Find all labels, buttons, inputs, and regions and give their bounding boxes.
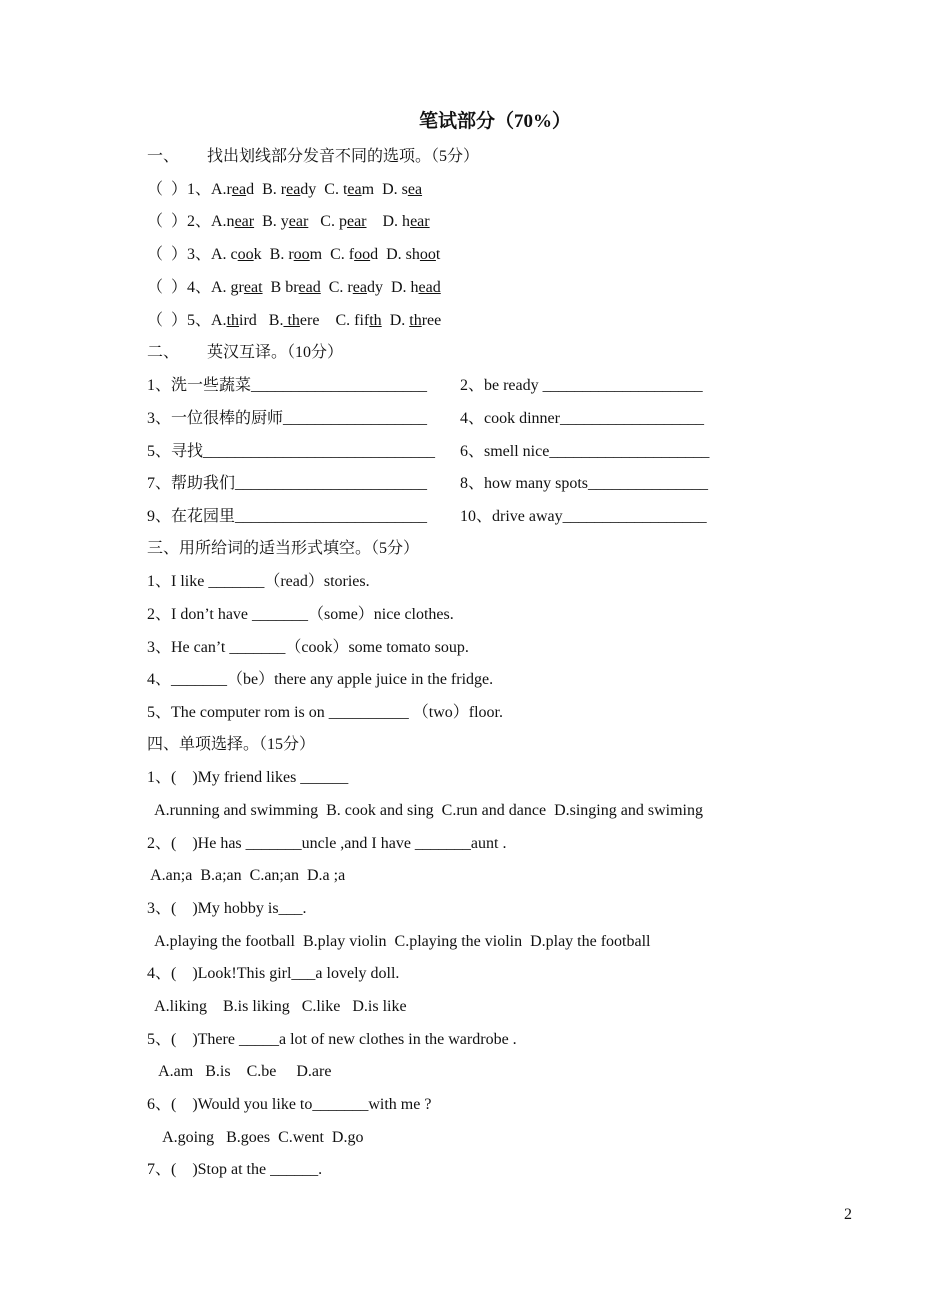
question-text: dy D. h [366,279,419,296]
question-text: （ ）1、A.r [147,181,232,198]
underlined-sound: ea [347,181,362,198]
choice-options: A.an;a B.a;an C.an;an D.a ;a [147,867,346,884]
choice-question: 2、( )He has _______uncle ,and I have _______aunt . [147,835,507,852]
question-text: （ ）4、A. gr [147,279,244,296]
underlined-sound: ear [234,213,255,230]
choice-question: 6、( )Would you like to_______with me ? [147,1096,432,1113]
underlined-sound: oo [237,246,254,263]
translation-item: 1、洗一些蔬菜______________________ [147,377,428,394]
section-1-question [147,180,422,200]
choice-question: 4、( )Look!This girl___a lovely doll. [147,965,400,982]
translation-item: 10、drive away__________________ [460,508,707,525]
question-text: （ ）3、A. c [147,246,238,263]
question-text: （ ）2、A.n [147,213,235,230]
translation-item: 2、be ready ____________________ [460,377,703,394]
question-text: t [435,246,441,263]
question-text: d B. r [246,181,287,198]
choice-question: 7、( )Stop at the ______. [147,1161,323,1178]
choice-options: A.liking B.is liking C.like D.is like [147,998,407,1015]
fill-in-question: 2、I don’t have _______（some）nice clothes. [147,606,454,623]
question-text: C. r [320,279,353,296]
underlined-sound: ead [298,279,321,296]
underlined-sound: ead [418,279,441,296]
question-text: d D. sh [370,246,420,263]
underlined-sound: ear [410,213,430,230]
underlined-sound: ear [288,213,309,230]
translation-item: 8、how many spots_______________ [460,475,709,492]
choice-options: A.going B.goes C.went D.go [147,1129,364,1146]
translation-item: 9、在花园里________________________ [147,508,428,525]
choice-question: 5、( )There _____a lot of new clothes in the wardrobe . [147,1031,517,1048]
section-3-heading: 三、用所给词的适当形式填空。（5分） [147,540,420,557]
page-title: 笔试部分（70%） [418,111,571,132]
underlined-sound: ear [346,213,367,230]
underlined-sound: th [283,312,300,329]
underlined-sound: ea [231,181,247,198]
question-text: m C. f [309,246,355,263]
translation-item: 4、cook dinner__________________ [460,410,704,427]
underlined-sound: ea [286,181,301,198]
choice-options: A.running and swimming B. cook and sing C.run and dance D.singing and swiming [147,802,703,819]
question-text: B br [262,279,299,296]
question-text: （ ）5、A. [147,312,227,329]
section-1-question [147,212,430,232]
section-2-heading: 二、 英汉互译。（10分） [147,344,344,361]
question-text: k B. r [253,246,294,263]
translation-item: 6、smell nice____________________ [460,443,710,460]
underlined-sound: th [226,312,240,329]
fill-in-question: 1、I like _______（read）stories. [147,573,370,590]
underlined-sound: oo [419,246,436,263]
translation-item: 5、寻找_____________________________ [147,443,436,460]
choice-options: A.playing the football B.play violin C.playing the violin D.play the football [147,933,651,950]
question-text: m D. s [361,181,408,198]
underlined-sound: eat [243,279,263,296]
question-text: D. h [366,213,411,230]
underlined-sound: oo [293,246,310,263]
underlined-sound: oo [354,246,371,263]
fill-in-question: 4、_______（be）there any apple juice in the fridge. [147,671,494,688]
translation-item: 7、帮助我们________________________ [147,475,428,492]
choice-options: A.am B.is C.be D.are [147,1063,332,1080]
underlined-sound: ea [352,279,367,296]
section-1-question [147,311,441,331]
question-text: D. [381,312,410,329]
question-text: ere C. fif [299,312,370,329]
question-text: ird B. [239,312,284,329]
page-number: 2 [844,1206,852,1223]
choice-question: 1、( )My friend likes ______ [147,769,349,786]
underlined-sound: th [369,312,382,329]
question-text: B. y [254,213,289,230]
question-text: C. p [308,213,347,230]
translation-item: 3、一位很棒的厨师__________________ [147,410,428,427]
underlined-sound: th [409,312,422,329]
choice-question: 3、( )My hobby is___. [147,900,307,917]
section-1-heading: 一、 找出划线部分发音不同的选项。（5分） [147,148,480,165]
question-text: dy C. t [300,181,348,198]
section-1-question [147,245,440,265]
fill-in-question: 5、The computer rom is on __________ （two）floor. [147,704,503,721]
question-text: ree [421,312,442,329]
section-1-question [147,278,441,298]
section-4-heading: 四、单项选择。（15分） [147,736,316,753]
underlined-sound: ea [407,181,423,198]
fill-in-question: 3、He can’t _______（cook）some tomato soup. [147,639,469,656]
